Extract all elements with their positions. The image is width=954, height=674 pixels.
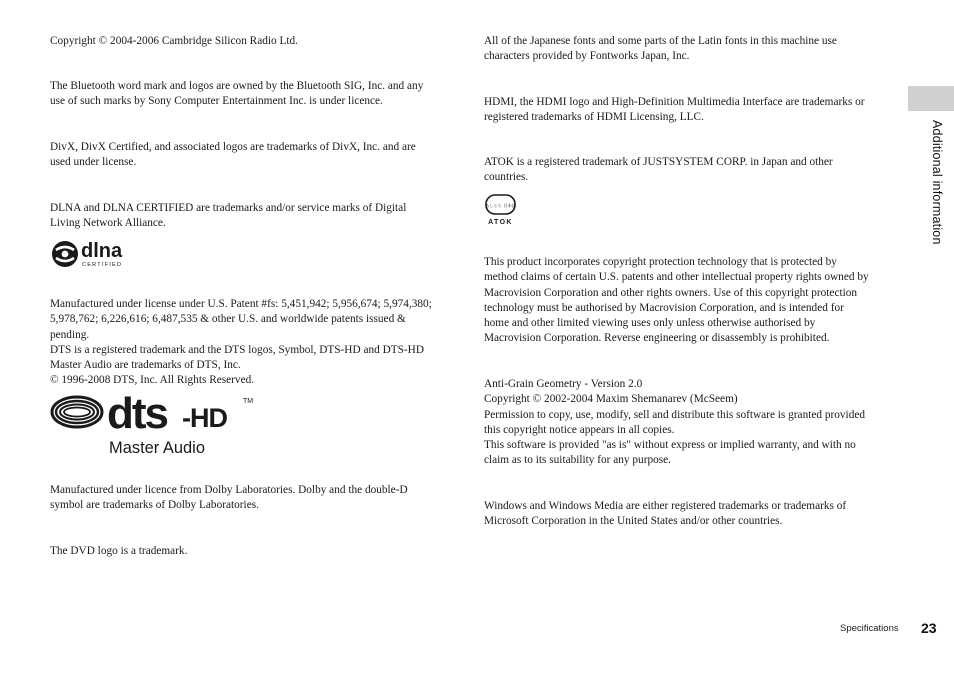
dolby-notice: Manufactured under licence from Dolby Laboratories. Dolby and the double-D symbol are trademarks of Dolby Laboratories. bbox=[50, 484, 408, 512]
dlna-wordmark: dlna bbox=[81, 240, 123, 262]
dlna-notice: DLNA and DLNA CERTIFIED are trademarks and/or service marks of Digital Living Network Alliance. bbox=[50, 202, 407, 230]
dts-wordmark: dts bbox=[107, 392, 167, 438]
dlna-logo bbox=[50, 238, 134, 270]
atok-logo-glyphs: あしとら 日本語 bbox=[485, 203, 516, 208]
hdmi-notice: HDMI, the HDMI logo and High-Definition Multimedia Interface are trademarks or registered trademarks of HDMI Licensing, LLC. bbox=[484, 96, 865, 124]
atok-wordmark: ATOK bbox=[488, 219, 513, 226]
csr-notice: Copyright © 2004-2006 Cambridge Silicon Radio Ltd. bbox=[50, 35, 298, 47]
dts-hd-suffix: -HD bbox=[182, 403, 227, 433]
dvd-notice: The DVD logo is a trademark. bbox=[50, 545, 188, 557]
dlna-logo-dot bbox=[62, 251, 69, 258]
dts-master-audio-text: Master Audio bbox=[109, 438, 205, 457]
page-number: 23 bbox=[921, 620, 937, 636]
dts-tm-mark: TM bbox=[243, 398, 254, 405]
section-tab bbox=[908, 86, 954, 111]
fontworks-notice: All of the Japanese fonts and some parts of the Latin fonts in this machine use characters provided by Fontworks Japan, Inc. bbox=[484, 35, 837, 63]
windows-notice: Windows and Windows Media are either registered trademarks or trademarks of Microsoft Corporation in the United States and/or other countries. bbox=[484, 500, 847, 528]
dts-hd-logo bbox=[50, 392, 260, 460]
bluetooth-notice: The Bluetooth word mark and logos are owned by the Bluetooth SIG, Inc. and any use of such marks by Sony Computer Entertainment Inc. is under licence. bbox=[50, 80, 424, 108]
dts-notice: Manufactured under license under U.S. Patent #fs: 5,451,942; 5,956,674; 5,974,380; 5,978,762; 6,226,616; 6,487,535 & other U.S. and worldwide patents issued & pending. DTS is a registered trademark and the DTS logos, Symbol, DTS-HD and DTS-HD Master Audio are trademarks of DTS, Inc. © 1996-2008 DTS, Inc. All Rights Reserved. bbox=[50, 298, 432, 387]
section-label: Additional information bbox=[930, 120, 944, 245]
dlna-certified-text: CERTIFIED bbox=[82, 262, 123, 268]
agg-notice: Anti-Grain Geometry - Version 2.0 Copyright © 2002-2004 Maxim Shemanarev (McSeem) Permission to copy, use, modify, sell and distribute this software is granted provided this copyright notice appears in all copies. This software is provided "as is" without express or implied warranty, and with no claim as to its suitability for any purpose. bbox=[484, 378, 865, 467]
divx-notice: DivX, DivX Certified, and associated logos are trademarks of DivX, Inc. and are used under license. bbox=[50, 141, 416, 169]
footer-section-label: Specifications bbox=[840, 623, 899, 634]
atok-logo bbox=[484, 193, 518, 227]
atok-notice: ATOK is a registered trademark of JUSTSYSTEM CORP. in Japan and other countries. bbox=[484, 156, 833, 184]
macrovision-notice: This product incorporates copyright protection technology that is protected by method claims of certain U.S. patents and other intellectual property rights owned by Macrovision Corporation and other rights owners. Use of this copyright protection technology must be authorised by Macrovision Corporation, and is intended for home and other limited viewing uses only unless otherwise authorised by Macrovision Corporation. Reverse engineering or disassembly is prohibited. bbox=[484, 256, 869, 345]
dts-swirl-icon bbox=[52, 397, 102, 427]
